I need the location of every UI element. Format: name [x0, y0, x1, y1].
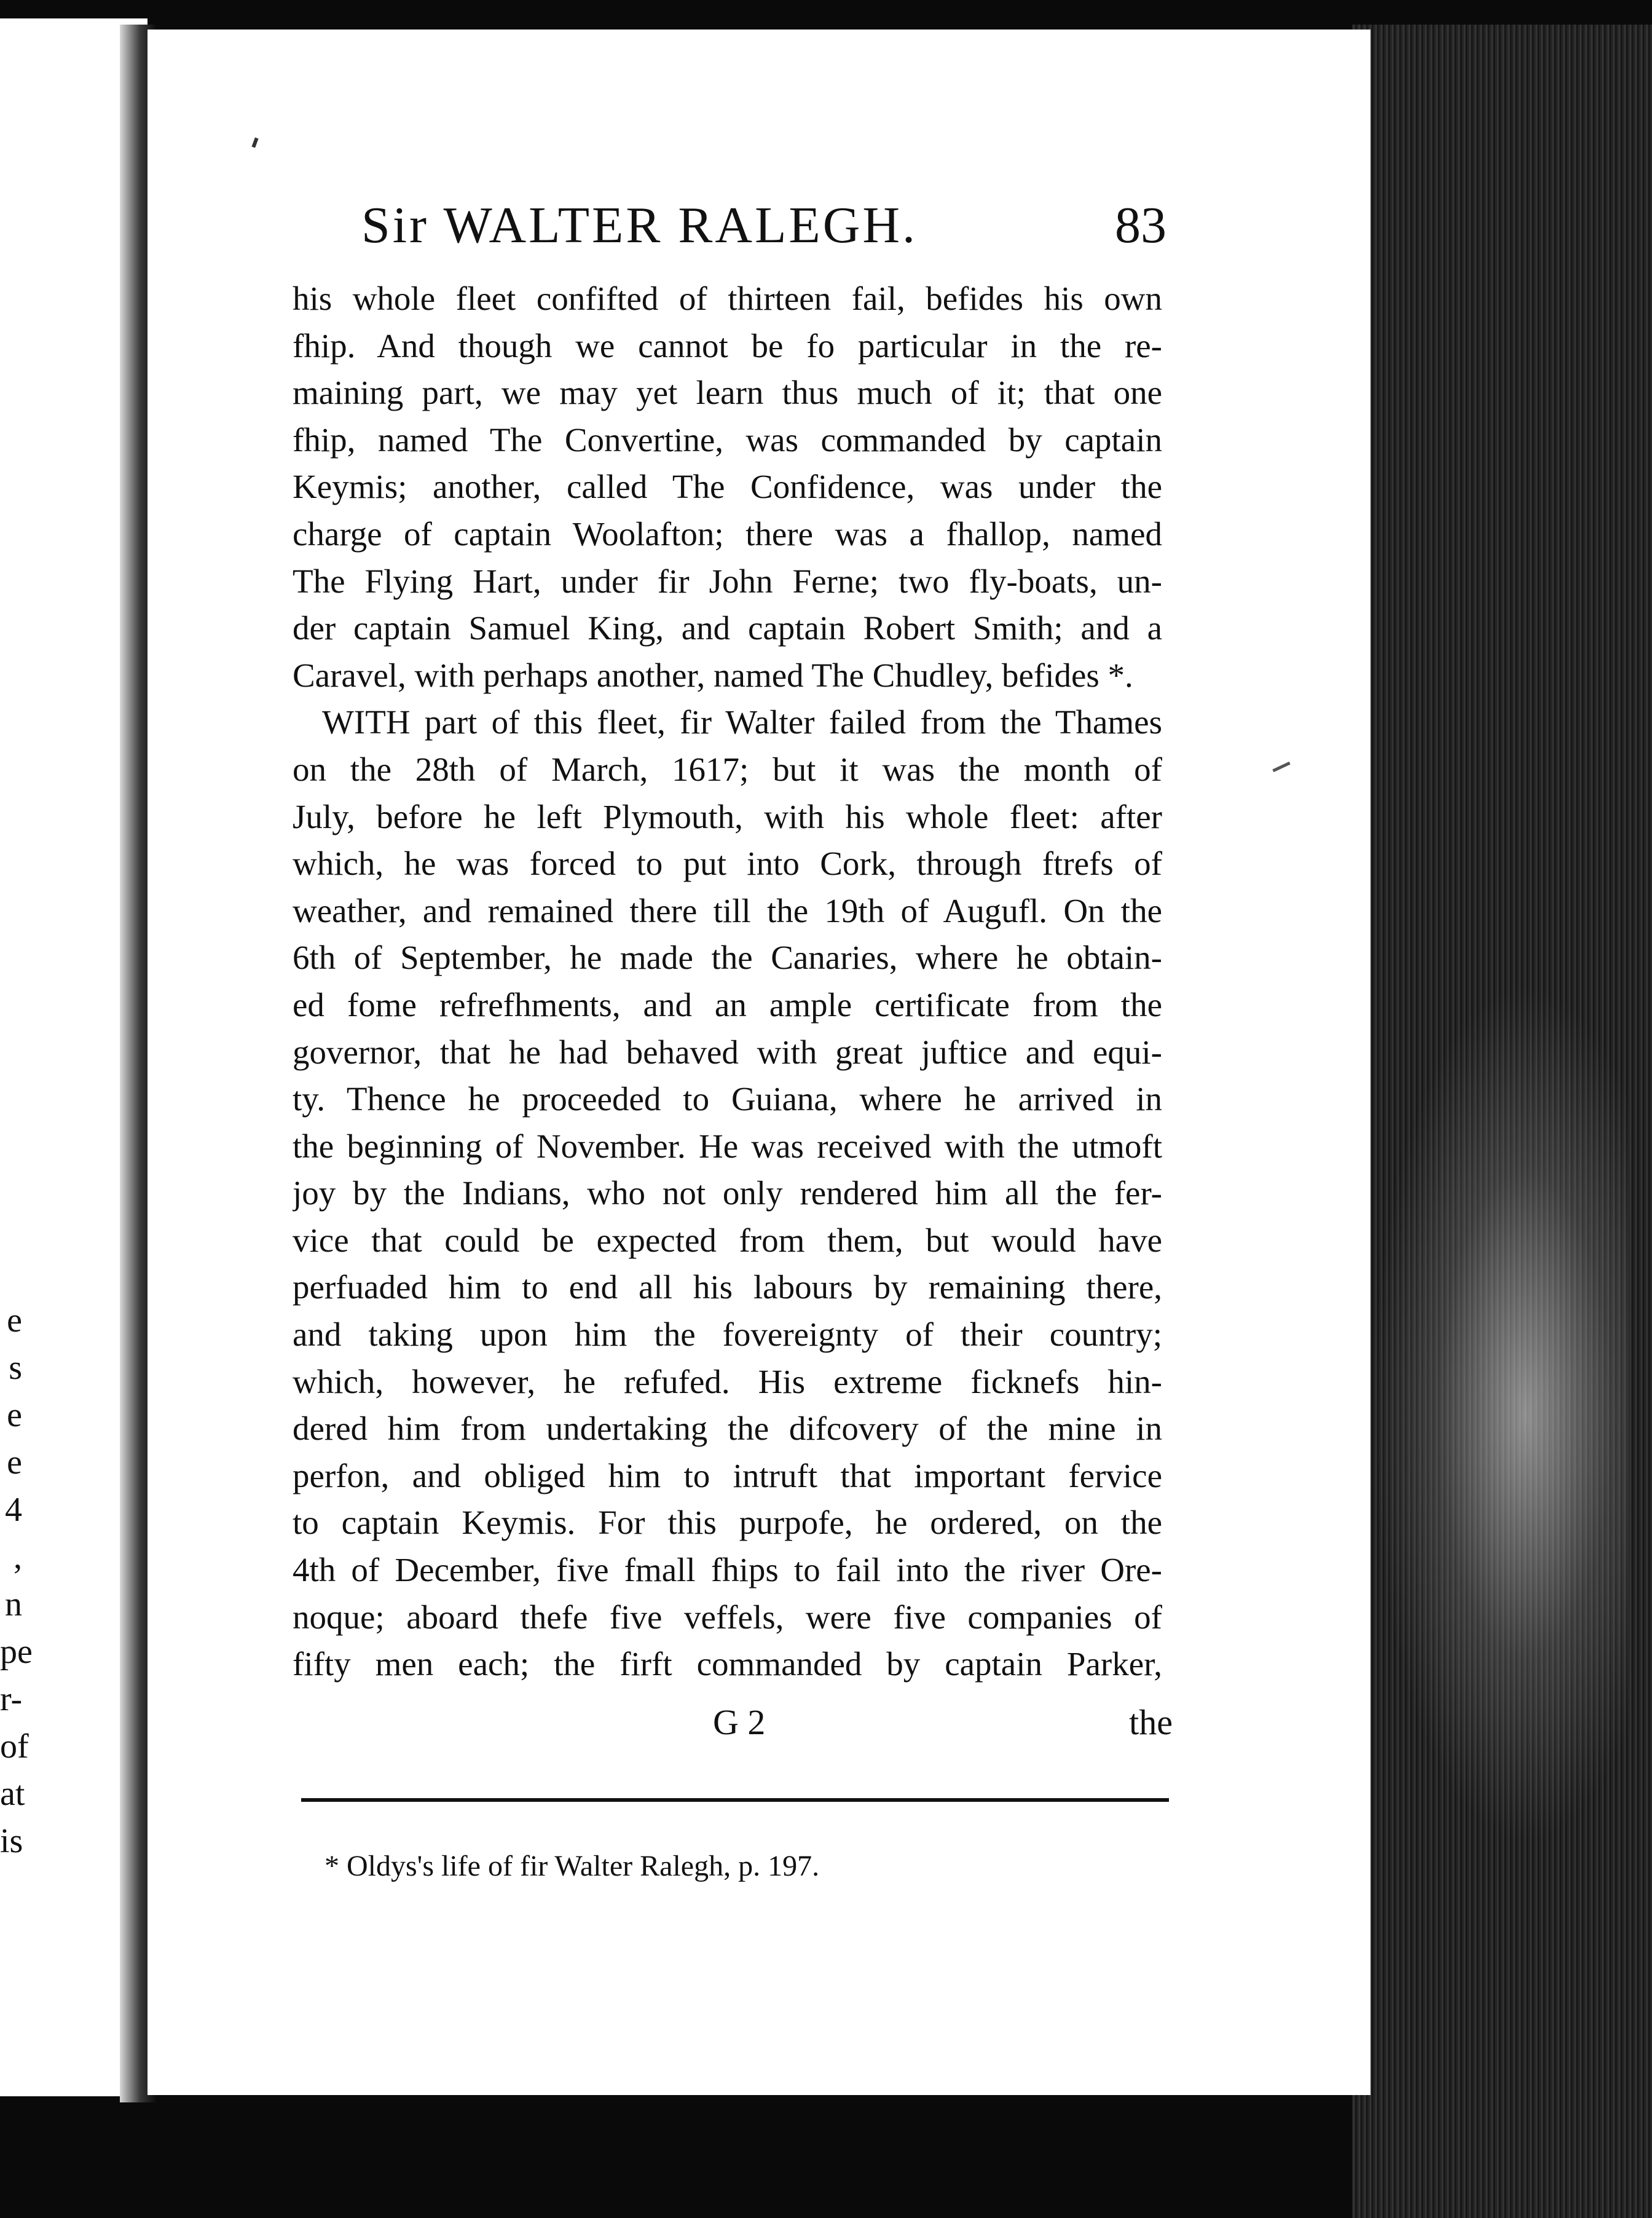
margin-fragment: at [0, 1775, 25, 1813]
text-line: 4th of December, five fmall fhips to fail into the river Ore- [293, 1551, 1162, 1589]
margin-fragment: is [0, 1822, 23, 1860]
text-line: der captain Samuel King, and captain Robert Smith; and a [293, 609, 1162, 647]
text-line: which, however, he refufed. His extreme ficknefs hin- [293, 1362, 1162, 1400]
footnote-rule [301, 1798, 1169, 1802]
page-number: 83 [1115, 197, 1166, 254]
text-line: 6th of September, he made the Canaries, where he obtain- [293, 939, 1162, 977]
text-line: to captain Keymis. For this purpofe, he ordered, on the [293, 1504, 1162, 1542]
margin-fragment: e [7, 1443, 22, 1482]
margin-fragment: s [9, 1349, 22, 1387]
text-line: Keymis; another, called The Confidence, was under the [293, 468, 1162, 506]
paragraph-first-line: WITH part of this fleet, fir Walter failed from the Thames [322, 703, 1162, 741]
text-line: Caravel, with perhaps another, named The Chudley, befides *. [293, 656, 1133, 694]
text-line: vice that could be expected from them, but would have [293, 1221, 1162, 1259]
text-line: weather, and remained there till the 19th of Augufl. On the [293, 891, 1162, 929]
margin-fragment: r- [0, 1680, 23, 1718]
margin-fragment: n [5, 1585, 22, 1624]
text-line: and taking upon him the fovereignty of their country; [293, 1316, 1162, 1354]
text-line: noque; aboard thefe five veffels, were five companies of [293, 1598, 1162, 1636]
text-line: fhip, named The Convertine, was commanded by captain [293, 420, 1162, 459]
text-line: July, before he left Plymouth, with his whole fleet: after [293, 797, 1162, 835]
text-line: dered him from undertaking the difcovery of the mine in [293, 1410, 1162, 1448]
margin-fragment: e [7, 1396, 22, 1434]
running-head [214, 195, 1166, 263]
text-line: fhip. And though we cannot be fo particular in the re- [293, 326, 1162, 365]
catchword: the [1129, 1702, 1173, 1742]
margin-fragment: of [0, 1727, 29, 1766]
text-line: joy by the Indians, who not only rendered him all the fer- [293, 1174, 1162, 1212]
text-line: governor, that he had behaved with great juftice and equi- [293, 1033, 1162, 1071]
text-line: ty. Thence he proceeded to Guiana, where he arrived in [293, 1080, 1162, 1118]
text-line: fifty men each; the firft commanded by captain Parker, [293, 1645, 1162, 1683]
text-line: The Flying Hart, under fir John Ferne; two fly-boats, un- [293, 562, 1162, 600]
text-line: charge of captain Woolafton; there was a fhallop, named [293, 515, 1162, 553]
margin-fragment: 4 [5, 1491, 22, 1529]
text-line: perfon, and obliged him to intruft that important fervice [293, 1456, 1162, 1494]
text-line: on the 28th of March, 1617; but it was the month of [293, 750, 1162, 788]
running-head-title: Sir WALTER RALEGH. [361, 197, 918, 254]
margin-fragment: e [7, 1301, 22, 1340]
facing-page-margin [0, 1297, 33, 1865]
signature-mark: G 2 [713, 1702, 766, 1742]
margin-fragment: pe [0, 1633, 33, 1671]
body-text [293, 275, 1162, 1688]
text-line: maining part, we may yet learn thus much of it; that one [293, 374, 1162, 412]
text-line: which, he was forced to put into Cork, through ftrefs of [293, 845, 1162, 883]
text-line: his whole fleet confifted of thirteen fail, befides his own [293, 280, 1162, 317]
page-edge-glare [1371, 984, 1629, 1844]
text-line: the beginning of November. He was received with the utmoft [293, 1127, 1162, 1165]
margin-fragment: , [14, 1538, 22, 1576]
text-line: perfuaded him to end all his labours by remaining there, [293, 1268, 1162, 1306]
footnote: * Oldys's life of fir Walter Ralegh, p. 197. [324, 1850, 820, 1882]
text-line: ed fome refrefhments, and an ample certificate from the [293, 985, 1162, 1024]
